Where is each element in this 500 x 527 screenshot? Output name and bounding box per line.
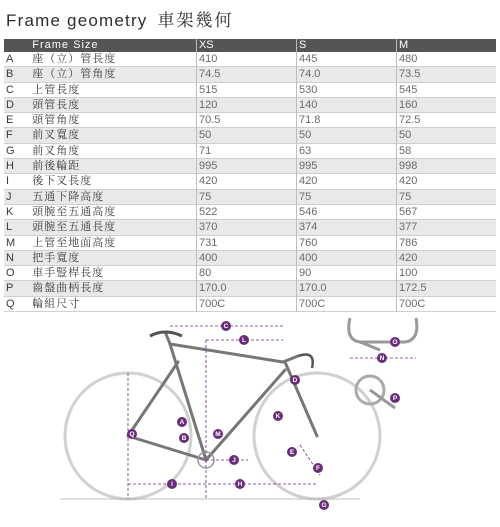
value-xs: 170.0 xyxy=(196,281,296,296)
label-text-p: P xyxy=(392,395,398,402)
table-row xyxy=(4,266,496,281)
row-key: M xyxy=(6,236,16,249)
row-key: P xyxy=(4,281,30,296)
row-name: 頭腕至五通高度 xyxy=(32,205,117,218)
table-row xyxy=(4,52,496,67)
value-m: 480 xyxy=(396,52,496,67)
value-xs: 731 xyxy=(196,235,296,250)
row-key: N xyxy=(4,250,30,265)
header-size-xs: XS xyxy=(196,39,296,52)
row-key: E xyxy=(6,114,14,127)
table-row xyxy=(4,128,496,143)
label-text-a: A xyxy=(179,419,185,426)
table-row xyxy=(4,159,496,174)
row-key: J xyxy=(4,189,30,204)
value-xs: 74.5 xyxy=(196,67,296,82)
label-text-m: M xyxy=(215,431,221,438)
row-key: C xyxy=(6,83,14,96)
value-s: 546 xyxy=(296,204,396,219)
row-name: 上管至地面高度 xyxy=(32,236,117,249)
value-xs: 75 xyxy=(196,189,296,204)
row-name: 頭腕至五通長度 xyxy=(30,220,196,235)
value-m: 73.5 xyxy=(396,67,496,82)
value-s: 75 xyxy=(296,189,396,204)
row-key: A xyxy=(6,53,14,65)
page-title xyxy=(6,6,234,31)
row-key: D xyxy=(4,97,30,112)
row-name: 輪組尺寸 xyxy=(32,297,81,310)
row-name: 前叉角度 xyxy=(32,144,81,157)
value-xs: 420 xyxy=(196,174,296,189)
row-key: I xyxy=(6,175,10,188)
row-name: 把手寬度 xyxy=(30,250,196,265)
label-text-h: H xyxy=(237,481,243,488)
label-text-b: B xyxy=(181,435,187,442)
table-row xyxy=(4,220,496,235)
label-text-q: Q xyxy=(129,431,135,438)
value-s: 760 xyxy=(296,235,396,250)
value-m: 72.5 xyxy=(396,113,496,128)
row-name: 齒盤曲柄長度 xyxy=(30,281,196,296)
table-header-row xyxy=(4,39,496,52)
value-s: 374 xyxy=(296,220,396,235)
value-m: 50 xyxy=(396,128,496,143)
table-row xyxy=(4,143,496,158)
handlebar-drop xyxy=(298,355,313,369)
row-name: 五通下降高度 xyxy=(30,189,196,204)
value-s: 700C xyxy=(296,296,396,311)
value-m: 160 xyxy=(396,97,496,112)
value-s: 445 xyxy=(296,52,396,67)
row-name: 後下叉長度 xyxy=(32,175,93,188)
value-m: 58 xyxy=(396,143,496,158)
row-name: 上管長度 xyxy=(32,83,81,96)
table-row xyxy=(4,97,496,112)
value-m: 420 xyxy=(396,250,496,265)
value-s: 140 xyxy=(296,97,396,112)
label-text-f: F xyxy=(316,465,320,472)
table-row xyxy=(4,235,496,250)
handlebar-detail xyxy=(349,318,417,350)
row-key: O xyxy=(6,267,15,280)
label-text-d: D xyxy=(292,377,298,384)
header-size-s: S xyxy=(296,39,396,52)
row-name: 座（立）管長度 xyxy=(32,53,117,65)
value-xs: 700C xyxy=(196,296,296,311)
value-m: 700C xyxy=(396,296,496,311)
value-s: 420 xyxy=(296,174,396,189)
bike-geometry-diagram xyxy=(0,300,500,527)
row-name: 車手豎桿長度 xyxy=(32,267,105,280)
value-xs: 120 xyxy=(196,97,296,112)
label-text-e: E xyxy=(289,449,295,456)
value-m: 545 xyxy=(396,82,496,97)
value-xs: 400 xyxy=(196,250,296,265)
label-text-o: O xyxy=(392,339,398,346)
label-text-g: G xyxy=(321,502,327,509)
row-name: 前後輪距 xyxy=(30,159,196,174)
row-name: 頭管長度 xyxy=(30,97,196,112)
label-text-l: L xyxy=(242,337,246,344)
value-s: 63 xyxy=(296,143,396,158)
header-frame-size: Frame Size xyxy=(30,39,196,52)
header-size-m: M xyxy=(396,39,496,52)
table-row xyxy=(4,281,496,296)
value-s: 71.8 xyxy=(296,113,396,128)
value-s: 400 xyxy=(296,250,396,265)
value-m: 998 xyxy=(396,159,496,174)
table-row xyxy=(4,174,496,189)
table-row xyxy=(4,67,496,82)
label-text-c: C xyxy=(223,323,229,330)
value-xs: 80 xyxy=(196,266,296,281)
value-m: 172.5 xyxy=(396,281,496,296)
row-name: 座（立）管角度 xyxy=(30,67,196,82)
row-name: 頭管角度 xyxy=(32,114,81,127)
value-s: 170.0 xyxy=(296,281,396,296)
row-key: L xyxy=(4,220,30,235)
value-s: 50 xyxy=(296,128,396,143)
value-m: 377 xyxy=(396,220,496,235)
row-key: G xyxy=(6,144,15,157)
value-xs: 370 xyxy=(196,220,296,235)
title-zh: 車架幾何 xyxy=(157,11,234,30)
value-m: 420 xyxy=(396,174,496,189)
row-name: 前叉寬度 xyxy=(30,128,196,143)
value-xs: 71 xyxy=(196,143,296,158)
header-key xyxy=(4,39,30,52)
value-m: 100 xyxy=(396,266,496,281)
geometry-table xyxy=(4,39,496,312)
value-xs: 70.5 xyxy=(196,113,296,128)
row-key: H xyxy=(4,159,30,174)
table-row xyxy=(4,250,496,265)
label-text-n: N xyxy=(379,355,385,362)
label-text-i: I xyxy=(171,481,173,488)
value-xs: 410 xyxy=(196,52,296,67)
value-m: 75 xyxy=(396,189,496,204)
value-xs: 995 xyxy=(196,159,296,174)
row-key: Q xyxy=(6,297,15,310)
row-key: K xyxy=(6,205,14,218)
value-s: 530 xyxy=(296,82,396,97)
row-key: B xyxy=(4,67,30,82)
label-text-j: J xyxy=(232,457,236,464)
value-s: 90 xyxy=(296,266,396,281)
title-en: Frame geometry xyxy=(6,11,148,30)
table-row xyxy=(4,113,496,128)
value-m: 786 xyxy=(396,235,496,250)
row-key: F xyxy=(4,128,30,143)
value-s: 995 xyxy=(296,159,396,174)
value-s: 74.0 xyxy=(296,67,396,82)
table-row xyxy=(4,82,496,97)
table-row xyxy=(4,189,496,204)
label-text-k: K xyxy=(275,413,281,420)
table-row xyxy=(4,204,496,219)
value-xs: 50 xyxy=(196,128,296,143)
value-xs: 515 xyxy=(196,82,296,97)
value-xs: 522 xyxy=(196,204,296,219)
value-m: 567 xyxy=(396,204,496,219)
bike-frame xyxy=(128,334,317,460)
